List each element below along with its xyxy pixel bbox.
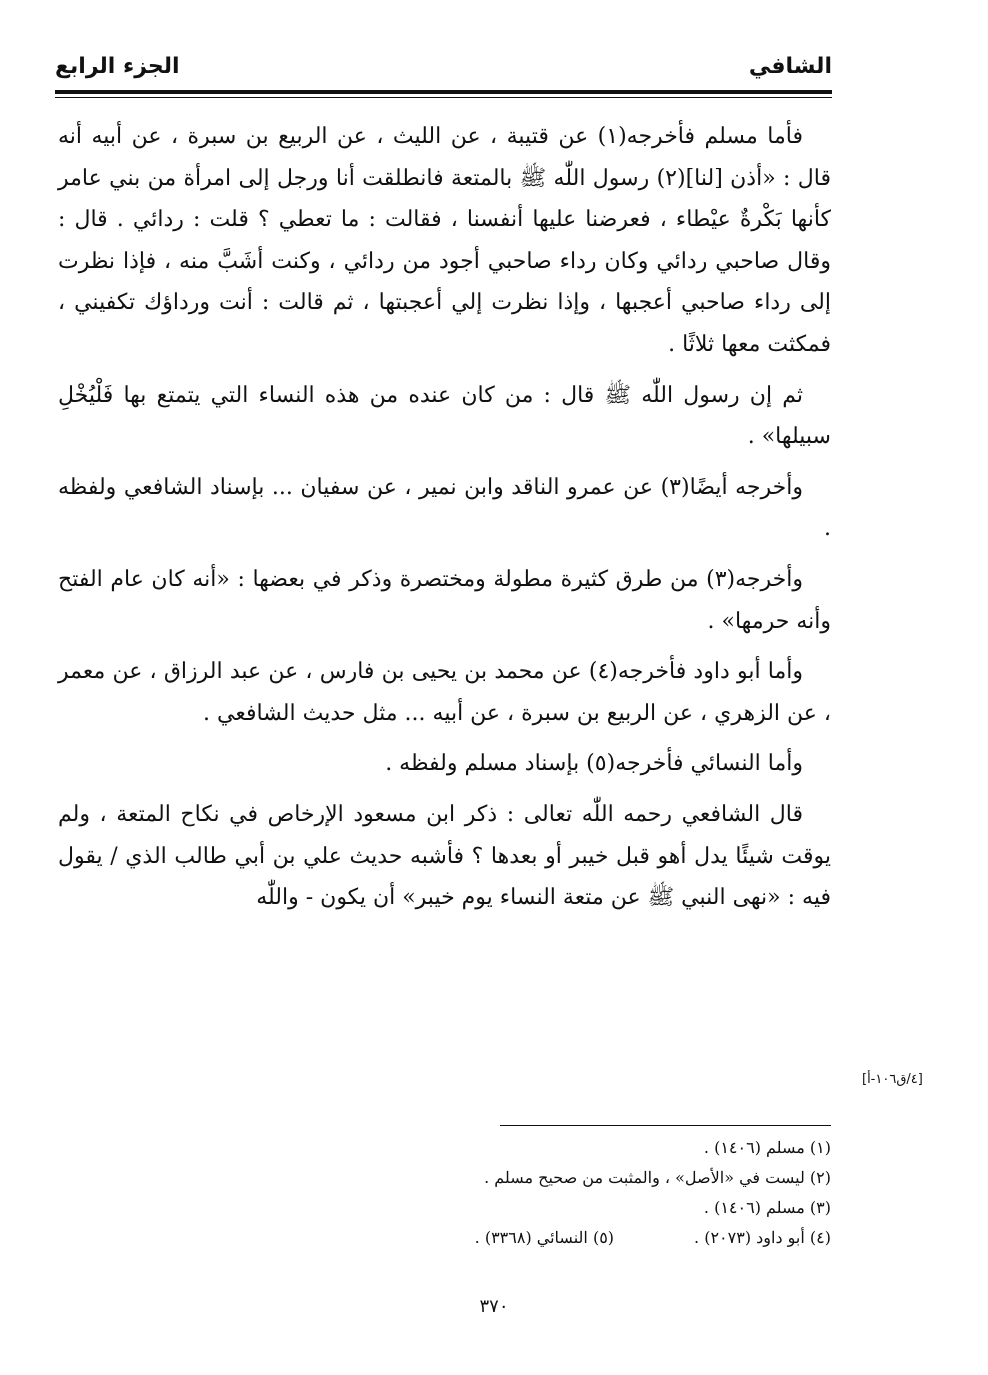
paragraph-3: وأخرجه أيضًا(٣) عن عمرو الناقد وابن نمير ، عن سفيان ... بإسناد الشافعي ولفظه . xyxy=(58,474,831,542)
footnote-4: (٤) أبو داود (٢٠٧٣) . xyxy=(694,1228,831,1247)
paragraph-5: وأما أبو داود فأخرجه(٤) عن محمد بن يحيى بن فارس ، عن عبد الرزاق ، عن معمر ، عن الزهري ، عن الربيع بن سبرة ، عن أبيه ... مثل حديث الشافعي . xyxy=(58,659,831,726)
footnote-separator xyxy=(500,1125,831,1126)
volume-title: الجزء الرابع xyxy=(55,54,180,79)
footnote-1: (١) مسلم (١٤٠٦) . xyxy=(703,1138,831,1157)
main-text xyxy=(58,116,831,928)
header-rule-thin xyxy=(55,97,832,98)
paragraph-4: وأخرجه(٣) من طرق كثيرة مطولة ومختصرة وذكر في بعضها : «أنه كان عام الفتح وأنه حرمها» . xyxy=(58,566,831,634)
book-title: الشافي xyxy=(748,54,832,79)
paragraph-1: فأما مسلم فأخرجه(١) عن قتيبة ، عن الليث ، عن الربيع بن سبرة ، عن أبيه أنه قال : «أذن [لنا](٢) رسول اللّٰه ﷺ بالمتعة فانطلقت أنا ورجل إلى امرأة من بني عامر كأنها بَكْرةٌ عيْطاء ، فعرضنا عليها أنفسنا ، فقالت : ما تعطي ؟ قلت : ردائي . قال : وقال صاحبي ردائي وكان رداء صاحبي أجود من ردائي ، وكنت أشَبَّ منه ، فإذا نظرت إلى رداء صاحبي أعجبها ، وإذا نظرت إلي أعجبتها ، ثم قالت : أنت ورداؤك تكفيني ، فمكثت معها ثلاثًا . xyxy=(58,124,832,357)
footnote-row-4-5 xyxy=(300,1223,831,1253)
header-rule-thick xyxy=(55,90,832,94)
manuscript-folio-reference: [٤/ق١٠٦-أ] xyxy=(862,1072,923,1087)
page-number: ٣٧٠ xyxy=(479,1296,509,1317)
footnote-5: (٥) النسائي (٣٣٦٨) . xyxy=(474,1228,615,1247)
footnote-3: (٣) مسلم (١٤٠٦) . xyxy=(703,1198,831,1217)
footnote-2: (٢) ليست في «الأصل» ، والمثبت من صحيح مسلم . xyxy=(484,1168,831,1187)
paragraph-6: وأما النسائي فأخرجه(٥) بإسناد مسلم ولفظه . xyxy=(385,751,803,777)
paragraph-7: قال الشافعي رحمه اللّٰه تعالى : ذكر ابن مسعود الإرخاص في نكاح المتعة ، ولم يوقت شيئًا يدل أهو قبل خيبر أو بعدها ؟ فأشبه حديث علي بن أبي طالب الذي / يقول فيه : «نهى النبي ﷺ عن متعة النساء يوم خيبر» أن يكون - واللّٰه xyxy=(58,801,831,911)
footnotes xyxy=(300,1133,831,1253)
running-header xyxy=(55,44,832,88)
paragraph-2: ثم إن رسول اللّٰه ﷺ قال : من كان عنده من هذه النساء التي يتمتع بها فَلْيُخْلِ سبيلها» . xyxy=(58,382,831,450)
